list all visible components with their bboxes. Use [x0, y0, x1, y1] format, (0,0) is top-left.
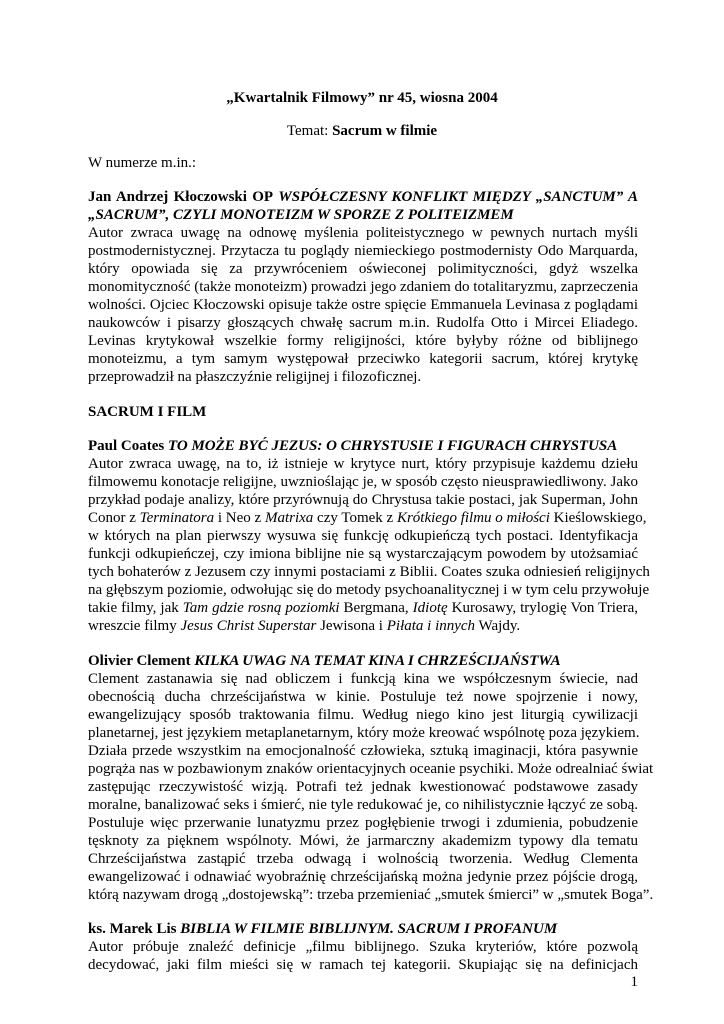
article2-body-line: tych bohaterów z Jezusem czy innymi postaciami z Biblii. Coates szuka odniesień religijnych: [88, 564, 650, 580]
film-title: Terminatora: [139, 510, 215, 526]
article4-title: BIBLIA W FILMIE BIBLIJNYM. SACRUM I PROFANUM: [180, 921, 558, 937]
article1-heading: [88, 188, 638, 206]
article1-body-line: wolności. Ojciec Kłoczowski opisuje także ostre spięcie Emmanuela Levinasa z poglądami: [88, 297, 638, 313]
article3-body-line: tęsknoty za pięknem wspólnoty. Mówi, że jarmarczny akademizm typowy dla tematu: [88, 833, 638, 849]
text-run: Bergmana,: [339, 600, 413, 616]
film-title: Jesus Christ Superstar: [180, 618, 317, 634]
text-run: wreszcie filmy: [88, 618, 181, 634]
text-run: Kieślowskiego,: [549, 510, 647, 526]
article3-body-line: Chrześcijaństwa zastąpić trzeba odwagą i wolnością tworzenia. Według Clementa: [88, 851, 638, 867]
article3-body-line: pogrąża nas w pozbawionym znaków orientacyjnych oceanie psychiki. Może odrealniać świat: [88, 761, 654, 777]
article1-body-line: Autor zwraca uwagę na odnowę myślenia politeistycznego w pewnych nurtach myśli: [88, 225, 638, 241]
article1-body-line: monoteizmu, a tym samym występował przeciwko kategorii sacrum, której krytykę: [88, 351, 638, 367]
film-title: Piłata i innych: [386, 618, 476, 634]
article2-title: TO MOŻE BYĆ JEZUS: O CHRYSTUSIE I FIGURACH CHRYSTUSA: [168, 438, 618, 454]
topic-line: [0, 122, 724, 140]
article3-body-line: którą nazywam drogą „dostojewską”: trzeba przemieniać „smutek śmierci” w „smutek Boga”.: [88, 887, 654, 903]
article3-body-line: Postuluje więc przerwanie lunatyzmu przez pogłębienie trwogi i zdumienia, pobudzenie: [88, 815, 638, 831]
article2-body-line: [88, 509, 647, 527]
text-run: takie filmy, jak: [88, 600, 183, 616]
article3-body-line: ewangelizujący sposób traktowania filmu. Według niego kino jest liturgią cywilizacji: [88, 707, 638, 723]
article1-author: Jan Andrzej Kłoczowski OP: [88, 189, 274, 205]
text-run: Wajdy.: [475, 618, 521, 634]
article3-body-line: Działa przede wszystkim na emocjonalność człowieka, sztuką imaginacji, która pasywnie: [88, 743, 638, 759]
text-run: Jewisona i: [316, 618, 387, 634]
text-run: czy Tomek z: [313, 510, 397, 526]
article3-body-line: ewangelizować i odnawiać wyobraźnię chrześcijańską można jedynie przez pójście drogą,: [88, 869, 638, 885]
page-number: 1: [630, 974, 638, 990]
film-title: Idiotę: [412, 600, 448, 616]
article1-body-line: monomityczność (także monoteizm) prowadzi jego zdaniem do totalitaryzmu, zaprzeczenia: [88, 279, 639, 295]
article3-author: Olivier Clement: [88, 653, 191, 669]
article2-body-line: filmowemu konotacje religijne, uwznioślając je, w sposób często nieusprawiedliwony. Jako: [88, 474, 638, 490]
text-run: Conor z: [88, 510, 140, 526]
film-title: Krótkiego filmu o miłości: [396, 510, 550, 526]
article1-body-line: który opowiada się za przywróceniem oświeconej polimityczności, gdyż wszelka: [88, 261, 638, 277]
article2-body-line: funkcji odkupieńczej, czy imiona biblijne nie są wystarczającym powodem by utożsamiać: [88, 546, 638, 562]
article2-author: Paul Coates: [88, 438, 165, 454]
article3-body-line: obecnością ducha chrześcijaństwa w kinie. Postuluje też nowe spojrzenie i nowy,: [88, 689, 638, 705]
article1-title-line1: WSPÓŁCZESNY KONFLIKT MIĘDZY „SANCTUM” A: [278, 189, 638, 205]
article4-body-line: Autor próbuje znaleźć definicje „filmu biblijnego. Szuka kryteriów, które pozwolą: [88, 939, 638, 955]
film-title: Matrixa: [264, 510, 314, 526]
article1-body-line: postmodernistycznej. Przytacza tu poglądy niemieckiego postmodernisty Odo Marquarda,: [88, 243, 638, 259]
article1-body-line: Levinas krytykował wszelkie formy religijności, które byłyby różne od biblijnego: [88, 333, 638, 349]
article2-body-line: [88, 617, 638, 635]
film-title: Tam gdzie rosną poziomki: [182, 600, 340, 616]
text-run: i Neo z: [214, 510, 265, 526]
magazine-issue-title: „Kwartalnik Filmowy” nr 45, wiosna 2004: [226, 90, 498, 106]
text-run: Kurosawy, trylogię Von Triera,: [447, 600, 638, 616]
article3-body-line: zastępując rzeczywistość wizją. Potrafi też jednak kwestionować podstawowe zasady: [88, 779, 638, 795]
article1-title-line2: „SACRUM”, CZYLI MONOTEIZM W SPORZE Z POLITEIZMEM: [88, 207, 514, 223]
article3-body-line: Clement zastanawia się nad obliczem i funkcją kina we współczesnym świecie, nad: [88, 671, 638, 687]
article1-body-line: naukowców i pisarzy głoszących chwałę sacrum m.in. Rudolfa Otto i Mircei Eliadego.: [88, 315, 638, 331]
article3-body-line: planetarnej, jest językiem metaplanetarnym, który może kreować wspólnotę poza językiem.: [88, 725, 640, 741]
article3-heading: [88, 652, 638, 670]
article4-body-line: decydować, jaki film mieści się w ramach tej kategorii. Skupiając się na definicjach: [88, 957, 638, 973]
topic-label: Temat:: [286, 123, 333, 139]
topic-title: Sacrum w filmie: [332, 123, 438, 139]
article2-heading: [88, 437, 638, 455]
article4-author: ks. Marek Lis: [88, 921, 177, 937]
article3-body-line: moralne, banalizować seks i śmierć, nie tyle redukować je, co nihilistycznie łączyć ze sobą.: [88, 797, 638, 813]
article2-body-line: [88, 599, 638, 617]
article2-body-line: na głębszym poziomie, odwołując się do metody psychoanalitycznej i w tym celu przywołuje: [88, 582, 650, 598]
article2-body-line: przykład podaje analizy, które przyrównują do Chrystusa takie postaci, jak Superman, John: [88, 492, 638, 508]
in-issue-label: W numerze m.in.:: [88, 155, 197, 171]
article4-heading: [88, 920, 638, 938]
article3-title: KILKA UWAG NA TEMAT KINA I CHRZEŚCIJAŃSTWA: [194, 653, 561, 669]
article2-body-line: Autor zwraca uwagę, na to, iż istnieje w krytyce nurt, który przypisuje każdemu dziełu: [88, 456, 638, 472]
section-title: SACRUM I FILM: [88, 404, 207, 420]
article1-body-line: przeprowadził na płaszczyźnie religijnej i filozoficznej.: [88, 369, 422, 385]
article2-body-line: w których na plan pierwszy wysuwa się funkcję odkupieńczą tych postaci. Identyfikacja: [88, 528, 638, 544]
